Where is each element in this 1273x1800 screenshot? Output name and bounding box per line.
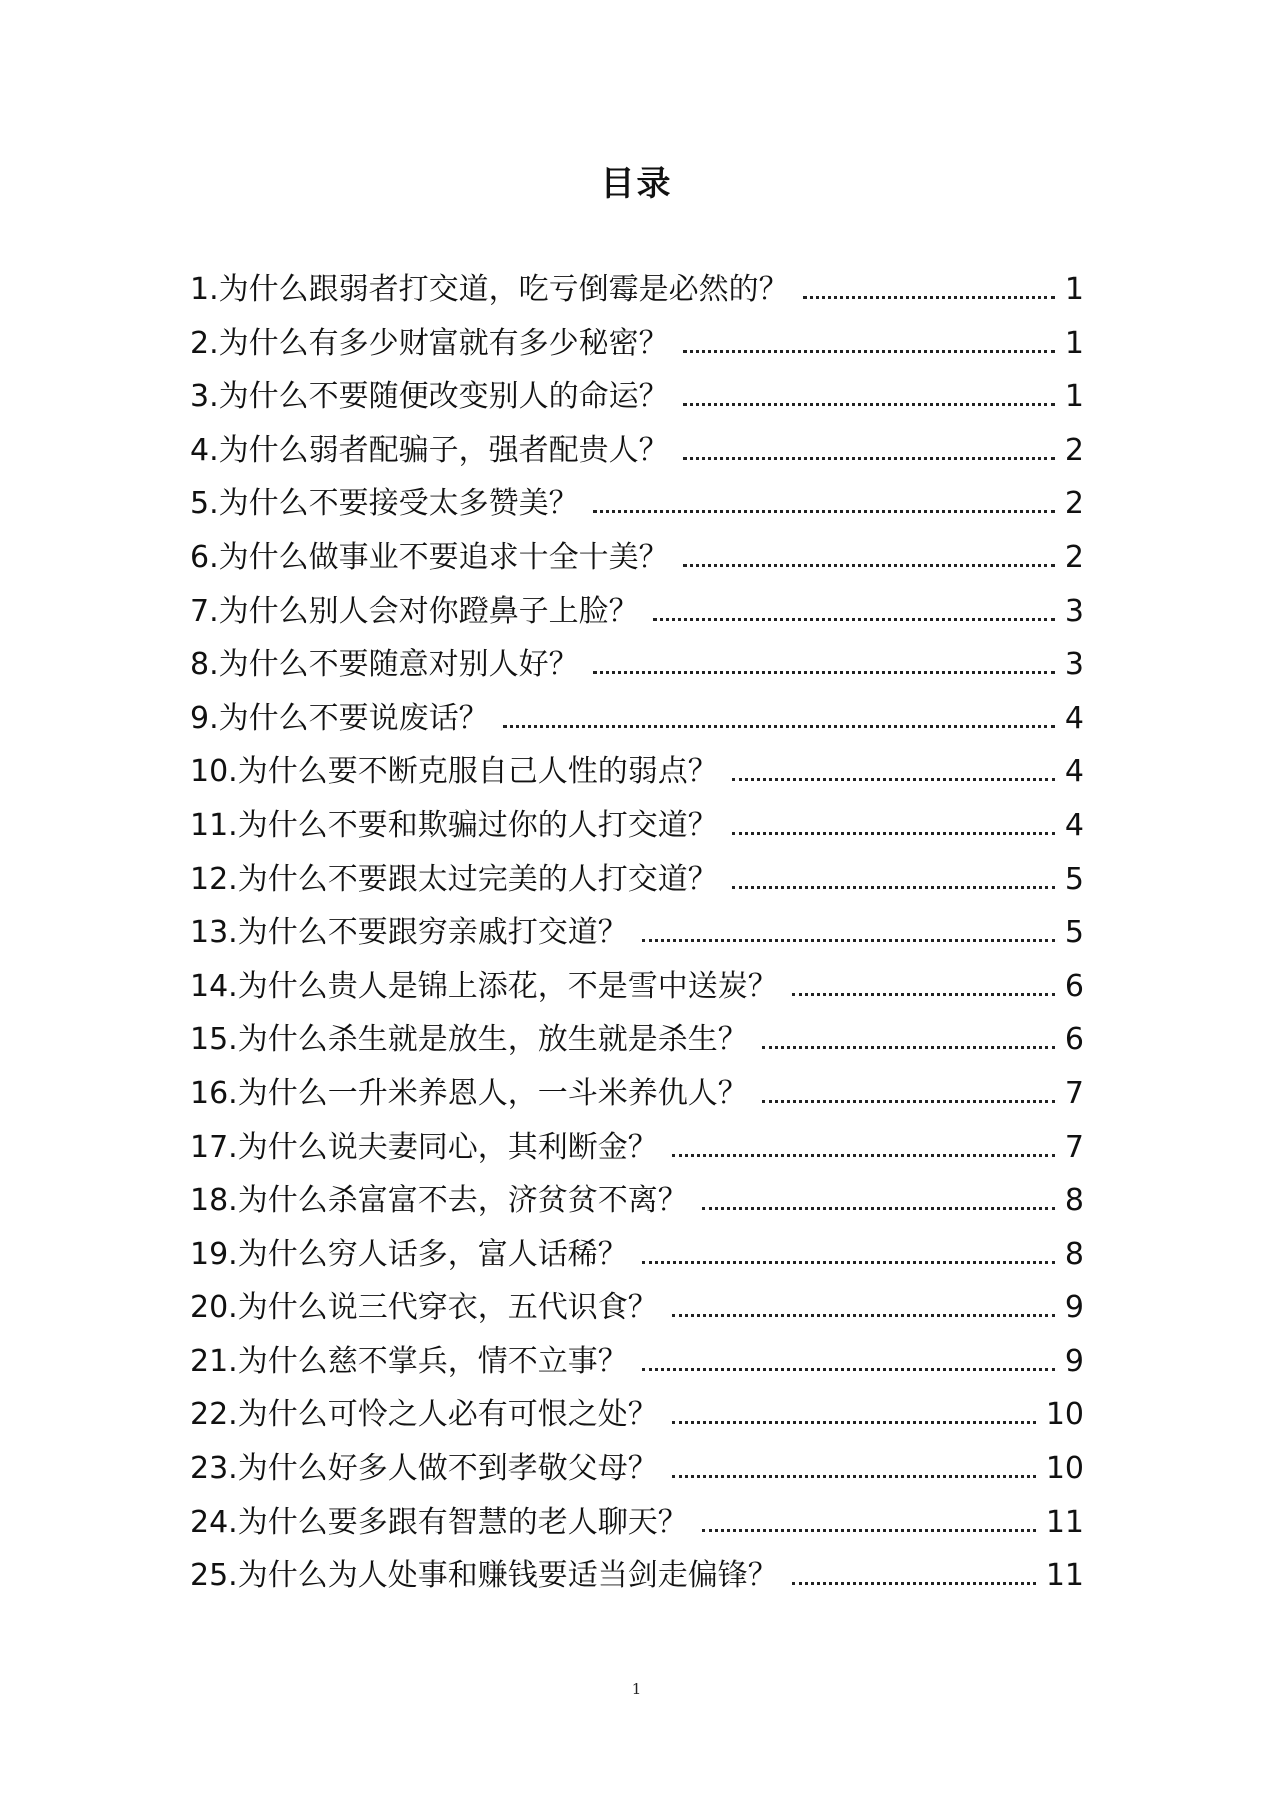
toc-entry[interactable]: [190, 967, 1084, 1021]
toc-dot-leader: [683, 350, 1055, 353]
toc-dot-leader: [762, 1100, 1055, 1103]
toc-entry-page: 2: [1064, 539, 1084, 575]
toc-entry-title: 9.为什么不要说废话？: [190, 700, 489, 736]
toc-entry[interactable]: [190, 538, 1084, 592]
toc-dot-leader: [683, 403, 1055, 406]
toc-entry-title: 1.为什么跟弱者打交道，吃亏倒霉是必然的？: [190, 272, 789, 307]
toc-dot-leader: [672, 1314, 1055, 1317]
toc-entry-title: 2.为什么有多少财富就有多少秘密？: [190, 325, 669, 361]
toc-entry-title: 15.为什么杀生就是放生，放生就是杀生？: [190, 1022, 748, 1058]
toc-entry-page: 6: [1064, 1022, 1084, 1058]
toc-dot-leader: [762, 1046, 1055, 1049]
toc-entry-title: 6.为什么做事业不要追求十全十美？: [190, 539, 669, 575]
toc-entry-title: 20.为什么说三代穿衣，五代识食？: [190, 1290, 658, 1326]
toc-entry-title: 7.为什么别人会对你蹬鼻子上脸？: [190, 593, 639, 629]
toc-dot-leader: [792, 1582, 1036, 1585]
page-number: 1: [631, 1680, 642, 1698]
toc-entry[interactable]: [190, 1128, 1084, 1182]
toc-entry-page: 3: [1064, 593, 1084, 629]
toc-dot-leader: [593, 510, 1055, 513]
toc-entry-title: 13.为什么不要跟穷亲戚打交道？: [190, 915, 628, 951]
toc-entry-page: 10: [1045, 1451, 1084, 1487]
toc-entry[interactable]: [190, 645, 1084, 699]
toc-entry[interactable]: [190, 324, 1084, 378]
toc-entry[interactable]: [190, 806, 1084, 860]
toc-entry-page: 4: [1064, 754, 1084, 790]
toc-entry-page: 1: [1064, 272, 1084, 307]
toc-entry-page: 4: [1064, 807, 1084, 843]
toc-entry-title: 24.为什么要多跟有智慧的老人聊天？: [190, 1504, 688, 1540]
toc-entry-page: 6: [1064, 968, 1084, 1004]
toc-entry[interactable]: [190, 1342, 1084, 1396]
toc-dot-leader: [732, 832, 1055, 835]
toc-entry-page: 8: [1064, 1183, 1084, 1219]
toc-entry-page: 2: [1064, 432, 1084, 468]
toc-entry[interactable]: [190, 484, 1084, 538]
toc-entry[interactable]: [190, 377, 1084, 431]
toc-entry-page: 11: [1045, 1504, 1084, 1540]
toc-entry[interactable]: [190, 699, 1084, 753]
toc-entry-title: 4.为什么弱者配骗子，强者配贵人？: [190, 432, 669, 468]
toc-entry[interactable]: [190, 1556, 1084, 1610]
toc-entry-page: 8: [1064, 1236, 1084, 1272]
toc-dot-leader: [503, 725, 1055, 728]
toc-dot-leader: [653, 618, 1055, 621]
toc-entry-title: 8.为什么不要随意对别人好？: [190, 647, 579, 683]
toc-entry[interactable]: [190, 1181, 1084, 1235]
toc-entry-title: 14.为什么贵人是锦上添花，不是雪中送炭？: [190, 968, 778, 1004]
toc-dot-leader: [642, 1261, 1055, 1264]
toc-entry-title: 3.为什么不要随便改变别人的命运？: [190, 379, 669, 415]
toc-dot-leader: [642, 939, 1055, 942]
toc-entry[interactable]: [190, 270, 1084, 324]
toc-entry[interactable]: [190, 1449, 1084, 1503]
toc-entry-title: 22.为什么可怜之人必有可恨之处？: [190, 1397, 658, 1433]
toc-entry[interactable]: [190, 1288, 1084, 1342]
toc-entry-page: 1: [1064, 379, 1084, 415]
toc-dot-leader: [672, 1475, 1036, 1478]
page-title: 目录: [600, 164, 673, 204]
toc-entry[interactable]: [190, 860, 1084, 914]
toc-entry-page: 7: [1064, 1075, 1084, 1111]
toc-entry-page: 1: [1064, 325, 1084, 361]
toc-entry-page: 3: [1064, 647, 1084, 683]
toc-dot-leader: [803, 296, 1055, 299]
toc-dot-leader: [702, 1207, 1055, 1210]
toc-entry-title: 11.为什么不要和欺骗过你的人打交道？: [190, 807, 718, 843]
toc-dot-leader: [683, 457, 1055, 460]
toc-entry-title: 17.为什么说夫妻同心，其利断金？: [190, 1129, 658, 1165]
toc-entry-title: 5.为什么不要接受太多赞美？: [190, 486, 579, 522]
toc-entry-page: 9: [1064, 1290, 1084, 1326]
toc-entry-title: 25.为什么为人处事和赚钱要适当剑走偏锋？: [190, 1558, 778, 1594]
toc-dot-leader: [593, 671, 1055, 674]
toc-entry[interactable]: [190, 431, 1084, 485]
toc-dot-leader: [732, 886, 1055, 889]
toc-entry[interactable]: [190, 1395, 1084, 1449]
toc-entry-title: 10.为什么要不断克服自己人性的弱点？: [190, 754, 718, 790]
toc-entry-title: 19.为什么穷人话多，富人话稀？: [190, 1236, 628, 1272]
toc-entry-page: 10: [1045, 1397, 1084, 1433]
toc-entry[interactable]: [190, 1503, 1084, 1557]
toc-entry-title: 12.为什么不要跟太过完美的人打交道？: [190, 861, 718, 897]
toc-dot-leader: [683, 564, 1055, 567]
toc-entry[interactable]: [190, 1020, 1084, 1074]
toc-entry-page: 5: [1064, 915, 1084, 951]
toc-dot-leader: [672, 1421, 1036, 1424]
toc-entry-page: 5: [1064, 861, 1084, 897]
toc-dot-leader: [702, 1529, 1036, 1532]
toc-entry-page: 9: [1064, 1343, 1084, 1379]
table-of-contents: [190, 270, 1084, 1610]
toc-dot-leader: [672, 1154, 1055, 1157]
toc-entry-title: 18.为什么杀富富不去，济贫贫不离？: [190, 1183, 688, 1219]
toc-entry[interactable]: [190, 1074, 1084, 1128]
toc-entry-page: 4: [1064, 700, 1084, 736]
toc-entry[interactable]: [190, 913, 1084, 967]
toc-entry-page: 7: [1064, 1129, 1084, 1165]
toc-entry-title: 23.为什么好多人做不到孝敬父母？: [190, 1451, 658, 1487]
toc-entry-title: 21.为什么慈不掌兵，情不立事？: [190, 1343, 628, 1379]
toc-entry[interactable]: [190, 752, 1084, 806]
toc-entry[interactable]: [190, 1235, 1084, 1289]
toc-entry-page: 2: [1064, 486, 1084, 522]
toc-entry[interactable]: [190, 592, 1084, 646]
toc-dot-leader: [732, 778, 1055, 781]
toc-entry-page: 11: [1045, 1558, 1084, 1594]
toc-dot-leader: [642, 1368, 1055, 1371]
toc-entry-title: 16.为什么一升米养恩人，一斗米养仇人？: [190, 1075, 748, 1111]
toc-dot-leader: [792, 993, 1055, 996]
